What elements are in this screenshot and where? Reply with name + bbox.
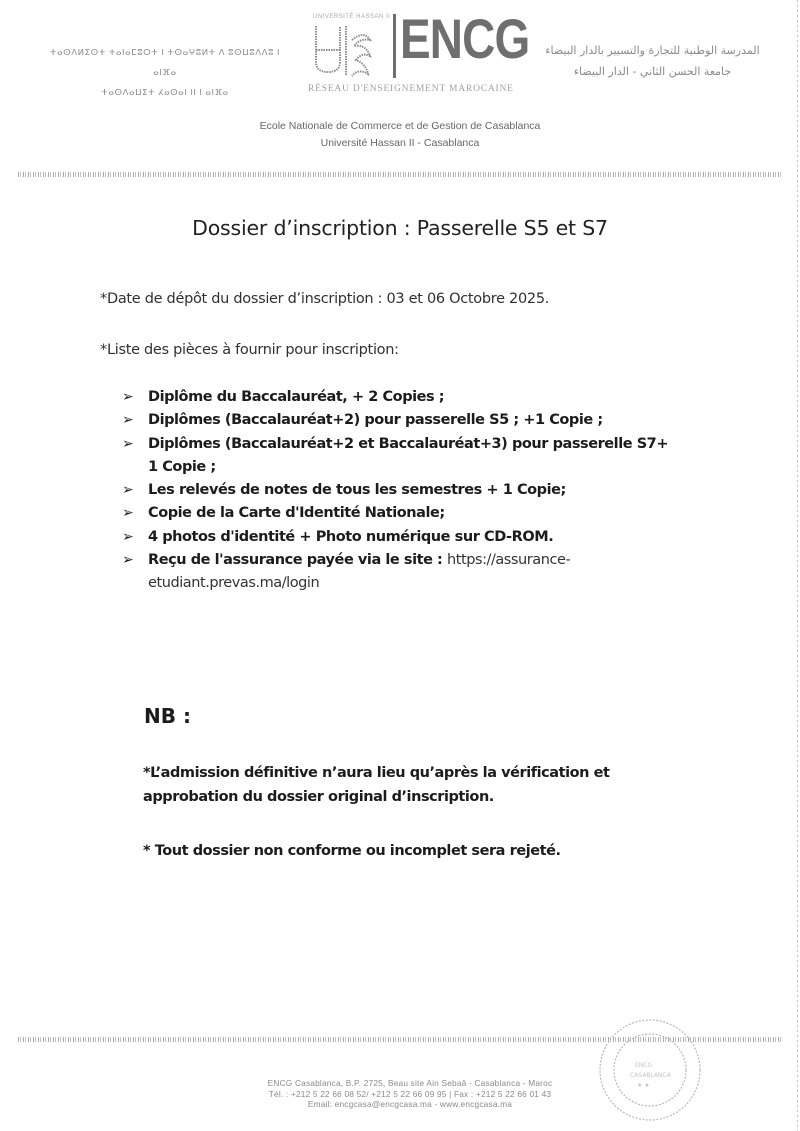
svg-text:CASABLANCA: CASABLANCA [630, 1072, 671, 1079]
arrowhead-bullet-icon: ➢ [122, 552, 134, 569]
header-arabic [520, 40, 785, 82]
list-item-text: Les relevés de notes de tous les semestres + 1 Copie; [148, 482, 566, 499]
note-admission: *L’admission définitive n’aura lieu qu’après la vérification et approbation du dossier original d’inscription. [143, 765, 610, 805]
svg-text:ENCG: ENCG [635, 1062, 653, 1069]
svg-text:★ ★: ★ ★ [637, 1082, 650, 1089]
list-item [122, 433, 682, 480]
list-item-text: Reçu de l'assurance payée via le site : [148, 552, 447, 569]
arrowhead-bullet-icon: ➢ [122, 389, 134, 405]
document-title: Dossier d’inscription : Passerelle S5 et S7 [192, 216, 608, 240]
tifinagh-line-2: ⵜⴰⵙⴷⴰⵡⵉⵜ ⵃⴰⵙⴰⵏ II ⵏ ⴰⵏⴼⴰ [101, 87, 229, 97]
school-name [0, 118, 800, 152]
page-edge [797, 0, 798, 1131]
logo-subtitle: RÉSEAU D'ENSEIGNEMENT MAROCAINE [308, 84, 514, 94]
nb-heading: NB : [144, 704, 191, 728]
school-line-2: Université Hassan II - Casablanca [320, 137, 480, 149]
arrowhead-bullet-icon: ➢ [122, 482, 134, 499]
documents-list-intro: *Liste des pièces à fournir pour inscription: [100, 342, 399, 358]
list-item-text: 4 photos d'identité + Photo numérique sur CD-ROM. [148, 528, 554, 545]
footer-email-web: Email: encgcasa@encgcasa.ma - www.encgcasa.ma [307, 1099, 513, 1109]
university-stamp-icon [595, 1015, 705, 1125]
arabic-line-2: جامعة الحسن الثاني - الدار البيضاء [573, 65, 732, 78]
footer-contact [200, 1078, 620, 1110]
list-item [122, 386, 682, 409]
school-line-1: Ecole Nationale de Commerce et de Gestion de Casablanca [259, 120, 541, 132]
tifinagh-line-1: ⵜⴰⵙⴷⵍⵉⵙⵜ ⵜⴰⵏⴰⵎⵓⵔⵜ ⵏ ⵜⵙⴰⵖⵓⵍⵜ ⴷ ⵓⵙⵡⵓⴷⴷⵓ ⵏ ⴰⵏⴼⴰ [49, 47, 281, 77]
arrowhead-bullet-icon: ➢ [122, 505, 134, 522]
arrowhead-bullet-icon: ➢ [122, 435, 134, 452]
deposit-date: *Date de dépôt du dossier d’inscription : 03 et 06 Octobre 2025. [100, 291, 550, 307]
list-item [122, 502, 682, 525]
logo-top-caption: UNIVERSITÉ HASSAN II [313, 14, 391, 20]
header-tifinagh [40, 42, 290, 102]
list-item [122, 549, 682, 596]
arabic-line-1: المدرسة الوطنية للتجارة والتسيير بالدار البيضاء [545, 44, 760, 57]
list-item-text: Diplôme du Baccalauréat, + 2 Copies ; [148, 389, 445, 405]
footer-address: ENCG Casablanca, B.P. 2725, Beau site Ain Sebaâ - Casablanca - Maroc [267, 1078, 553, 1088]
list-item-text: Diplômes (Baccalauréat+2) pour passerelle S5 ; +1 Copie ; [148, 412, 603, 429]
insurance-url-link[interactable]: https://assurance-etudiant.prevas.ma/login [148, 552, 571, 592]
list-item-text: Diplômes (Baccalauréat+2 et Baccalauréat+3) pour passerelle S7+ 1 Copie ; [148, 435, 669, 475]
header-pattern-divider [18, 172, 783, 177]
logo-divider [393, 14, 396, 78]
list-item [122, 409, 682, 432]
footer-phones: Tél. : +212 5 22 66 08 52/ +212 5 22 66 09 95 | Fax : +212 5 22 66 01 43 [268, 1088, 552, 1099]
logo-wordmark: ENCG [400, 7, 530, 70]
required-documents-list [122, 386, 682, 596]
uh2c-emblem-icon [312, 22, 374, 78]
list-item [122, 479, 682, 502]
encg-logo [305, 7, 530, 102]
arrowhead-bullet-icon: ➢ [122, 528, 134, 545]
note-rejection: * Tout dossier non conforme ou incomplet sera rejeté. [143, 843, 561, 859]
list-item-text: Copie de la Carte d'Identité Nationale; [148, 505, 445, 522]
arrowhead-bullet-icon: ➢ [122, 412, 134, 429]
list-item [122, 526, 682, 549]
